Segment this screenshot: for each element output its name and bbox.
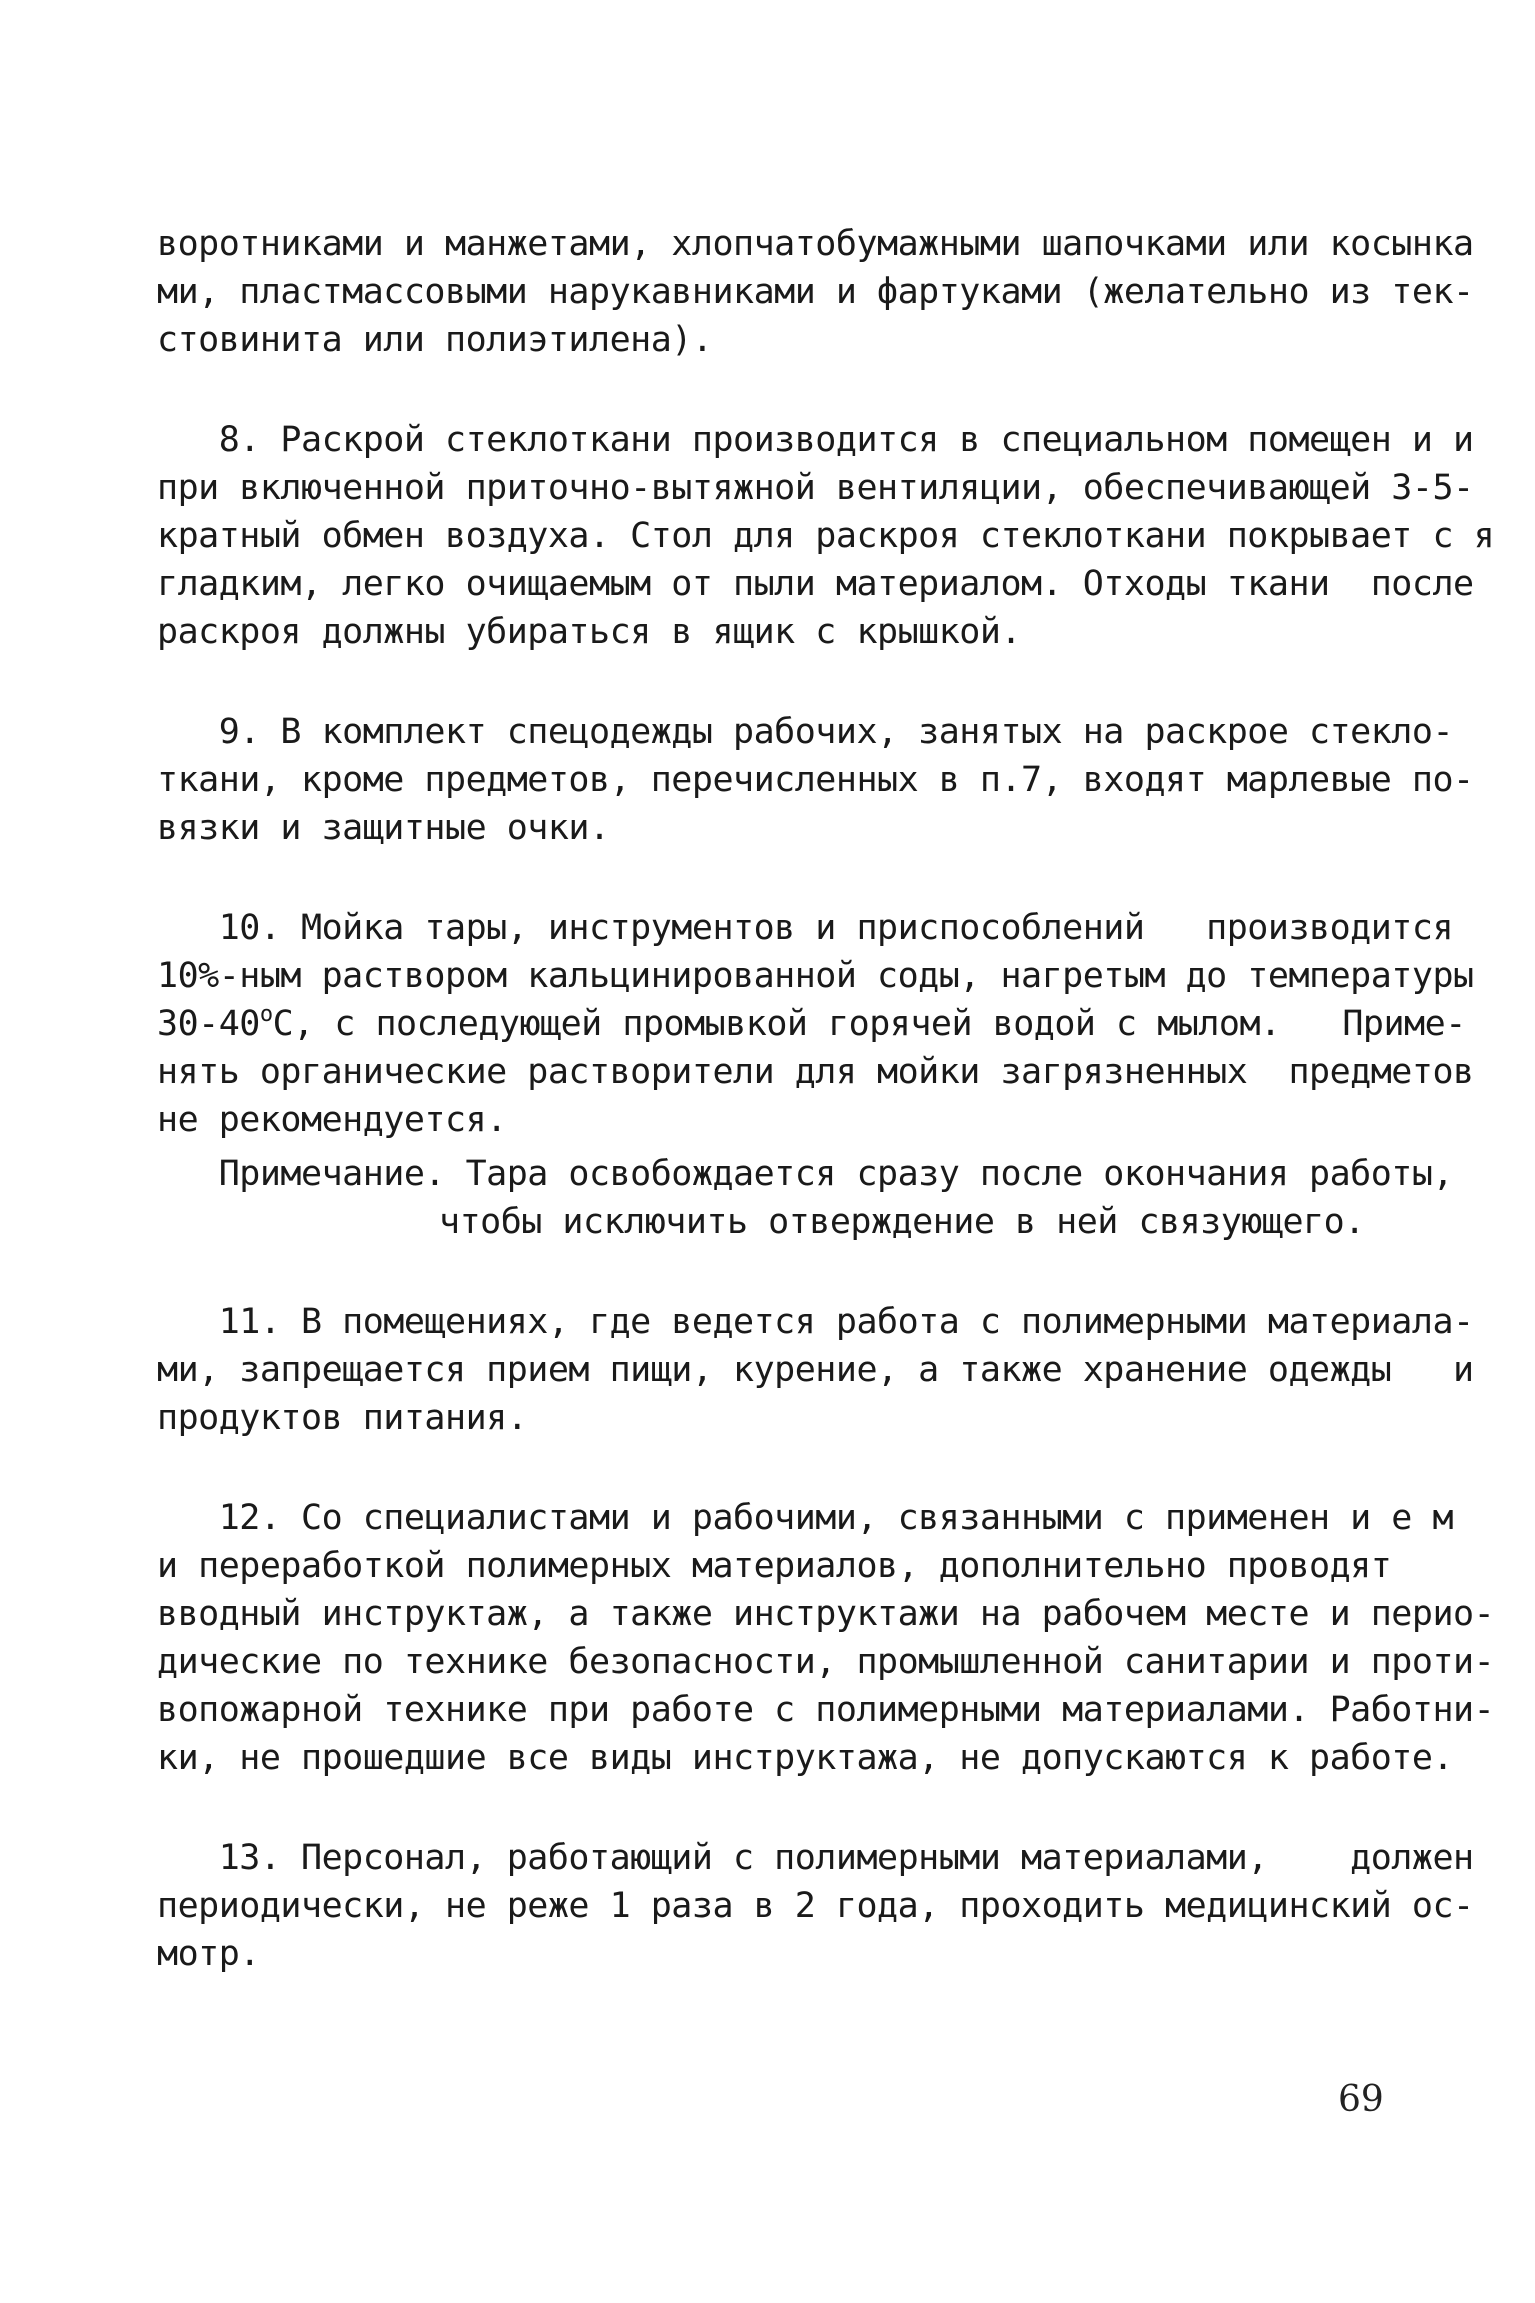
paragraph-8 [157,416,1495,656]
text-line: вязки и защитные очки. [157,808,610,848]
text-line: 12. Со специалистами и рабочими, связанными с применен и е м [157,1498,1454,1538]
text-line: 13. Персонал, работающий с полимерными материалами, должен [157,1838,1474,1878]
text-line: раскроя должны убираться в ящик с крышкой. [157,612,1022,652]
text-line: нять органические растворители для мойки загрязненных предметов [157,1052,1474,1092]
text-line: 9. В комплект спецодежды рабочих, занятых на раскрое стекло- [157,712,1454,752]
text-line: ткани, кроме предметов, перечисленных в п.7, входят марлевые по- [157,760,1474,800]
text-line: вопожарной технике при работе с полимерными материалами. Работни- [157,1690,1495,1730]
text-line: ми, пластмассовыми нарукавниками и фартуками (желательно из тек- [157,272,1474,312]
paragraph-12 [157,1494,1495,1782]
text-line: 8. Раскрой стеклоткани производится в специальном помещен и и [157,420,1474,460]
text-line: периодически, не реже 1 раза в 2 года, проходить медицинский ос- [157,1886,1474,1926]
document-body [157,220,1495,1978]
text-line: мотр. [157,1934,260,1974]
text-line: и переработкой полимерных материалов, дополнительно проводят [157,1546,1392,1586]
page-number: 69 [1338,2079,1384,2120]
text-line: воротниками и манжетами, хлопчатобумажными шапочками или косынка [157,224,1474,264]
text-line: продуктов питания. [157,1398,528,1438]
paragraph-9 [157,708,1474,852]
text-line: 10%-ным раствором кальцинированной соды, нагретым до температуры [157,956,1474,996]
text-line-temperature [157,1000,1466,1048]
text-line: вводный инструктаж, а также инструктажи на рабочем месте и перио- [157,1594,1495,1634]
text-line: 10. Мойка тары, инструментов и приспособлений производится [157,908,1454,948]
text-line: стовинита или полиэтилена). [157,320,713,360]
text-line: не рекомендуется. [157,1100,507,1140]
paragraph-13 [157,1834,1474,1978]
degree-mark: o [259,1002,273,1027]
text-line: гладким, легко очищаемым от пыли материалом. Отходы ткани после [157,564,1474,604]
note-line: чтобы исключить отверждение в ней связующего. [439,1202,1365,1242]
text-line-rest: С, с последующей промывкой горячей водой с мылом. Приме- [272,1004,1466,1044]
text-line: ки, не прошедшие все виды инструктажа, не допускаются к работе. [157,1738,1454,1778]
text-line: дические по технике безопасности, промышленной санитарии и проти- [157,1642,1495,1682]
note-line: Примечание. Тара освобождается сразу после окончания работы, [157,1154,1454,1194]
note [157,1150,1454,1246]
paragraph-11 [157,1298,1474,1442]
text-line: ми, запрещается прием пищи, курение, а также хранение одежды и [157,1350,1474,1390]
text-line: при включенной приточно-вытяжной вентиляции, обеспечивающей 3-5- [157,468,1474,508]
temperature-range: 30-40 [157,1004,260,1044]
text-line: кратный обмен воздуха. Стол для раскроя стеклоткани покрывает с я [157,516,1495,556]
paragraph-intro [157,220,1474,364]
text-line: 11. В помещениях, где ведется работа с полимерными материала- [157,1302,1474,1342]
paragraph-10 [157,904,1474,1144]
